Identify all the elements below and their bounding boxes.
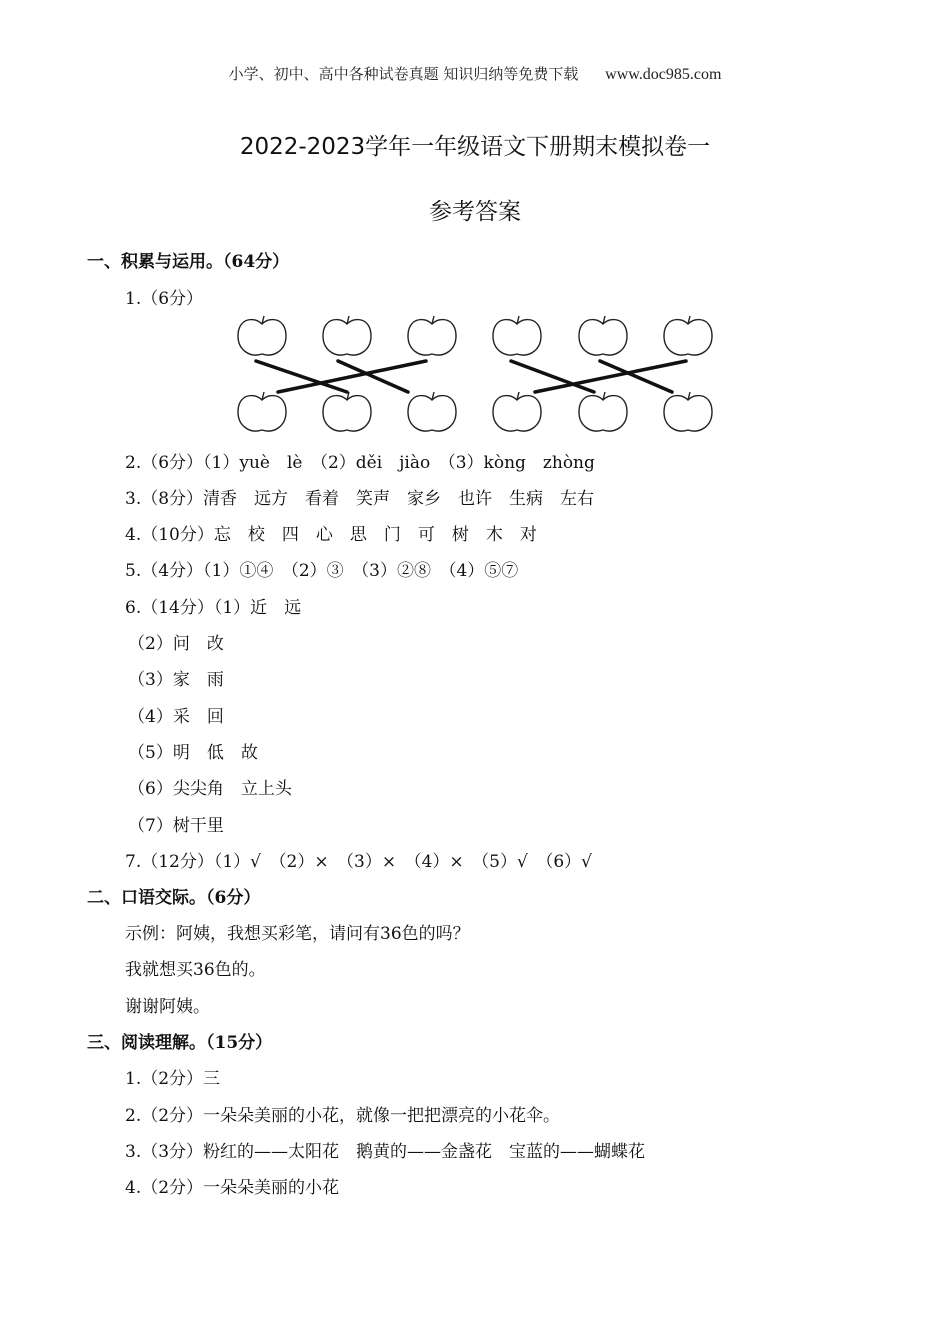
apple-icon — [323, 316, 371, 355]
section3-heading: 三、阅读理解。（15分） — [87, 1033, 273, 1053]
header-text: 小学、初中、高中各种试卷真题 知识归纳等免费下载 — [228, 65, 579, 83]
section2-line: 谢谢阿姨。 — [125, 997, 210, 1017]
q5-answer: 5.（4分）（1）①④ （2）③ （3）②⑧ （4）⑤⑦ — [125, 561, 519, 581]
apple-icon — [579, 392, 627, 431]
q6-item: （5）明 低 故 — [128, 743, 258, 763]
q4-answer: 4.（10分）忘 校 四 心 思 门 可 树 木 对 — [125, 525, 537, 545]
apple-icon — [238, 316, 286, 355]
section1-heading: 一、积累与运用。（64分） — [87, 252, 290, 272]
q6-item: （4）采 回 — [128, 707, 224, 727]
q3-answer: 3.（8分）清香 远方 看着 笑声 家乡 也许 生病 左右 — [125, 489, 595, 509]
apple-icon — [323, 392, 371, 431]
apple-icon — [579, 316, 627, 355]
apple-icon — [493, 316, 541, 355]
section3-line: 4.（2分）一朵朵美丽的小花 — [125, 1178, 340, 1198]
q6-item: （6）尖尖角 立上头 — [128, 779, 292, 799]
apple-icon — [408, 392, 456, 431]
section3-line: 3.（3分）粉红的——太阳花 鹅黄的——金盏花 宝蓝的——蝴蝶花 — [125, 1142, 646, 1162]
section2-line: 我就想买36色的。 — [125, 960, 266, 980]
apple-icon — [664, 316, 712, 355]
apple-icon — [408, 316, 456, 355]
apple-matching-figure — [230, 310, 720, 438]
q2-answer: 2.（6分）（1）yuè lè （2）děi jiào （3）kòng zhòng — [125, 453, 595, 473]
section2-line: 示例：阿姨，我想买彩笔，请问有36色的吗？ — [125, 924, 470, 944]
header-url[interactable]: www.doc985.com — [605, 66, 722, 83]
matching-lines — [256, 361, 686, 392]
q6-answer: 6.（14分）（1）近 远 — [125, 598, 302, 618]
page-subtitle: 参考答案 — [429, 199, 521, 225]
section3-line: 2.（2分）一朵朵美丽的小花，就像一把把漂亮的小花伞。 — [125, 1106, 561, 1126]
section3-line: 1.（2分）三 — [125, 1069, 221, 1089]
apple-icon — [493, 392, 541, 431]
q6-item: （2）问 改 — [128, 634, 224, 654]
apple-icon — [664, 392, 712, 431]
q7-answer: 7.（12分）（1）√ （2）× （3）× （4）× （5）√ （6）√ — [125, 852, 592, 872]
page-title: 2022-2023学年一年级语文下册期末模拟卷一 — [239, 134, 711, 160]
q6-item: （3）家 雨 — [128, 670, 224, 690]
apple-icon — [238, 392, 286, 431]
q6-item: （7）树干里 — [128, 816, 224, 836]
q1-label: 1.（6分） — [125, 289, 204, 309]
page-header — [0, 63, 950, 84]
section2-heading: 二、口语交际。（6分） — [87, 888, 261, 908]
